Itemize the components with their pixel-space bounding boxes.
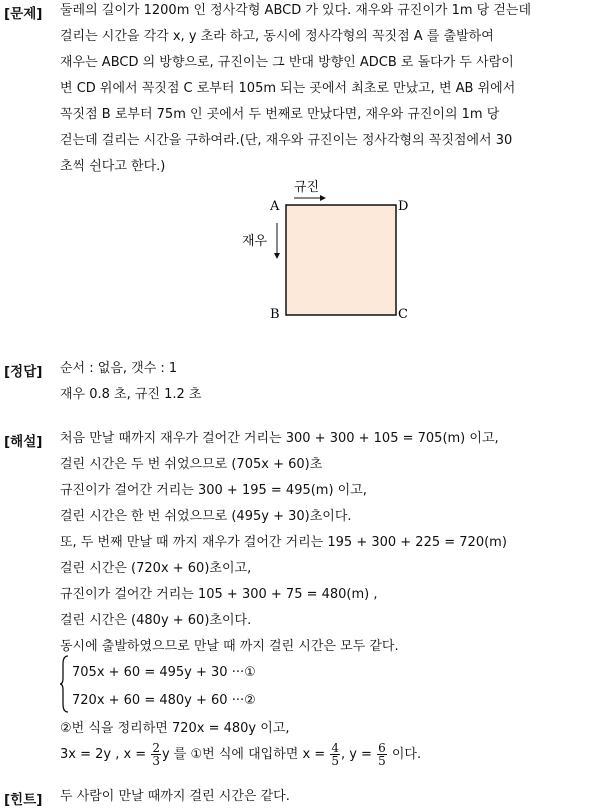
solution-line: 동시에 출발하였으므로 만날 때 까지 걸린 시간은 모두 같다. bbox=[60, 639, 399, 654]
frac-num: 2 bbox=[152, 741, 160, 755]
solution-line: 걸린 시간은 두 번 쉬었으므로 (705x + 60)초 bbox=[60, 457, 323, 472]
frac-den: 5 bbox=[331, 754, 339, 768]
arrowhead-down bbox=[274, 253, 280, 259]
frac-num: 6 bbox=[378, 741, 386, 755]
problem-line: 재우는 ABCD 의 방향으로, 규진이는 그 반대 방향인 ADCB 로 돌다가 두 사람이 bbox=[60, 55, 514, 70]
solution-line: 규진이가 걸어간 거리는 300 + 195 = 495(m) 이고, bbox=[60, 483, 367, 498]
square-figure bbox=[0, 175, 593, 325]
hint-tag: [힌트] bbox=[4, 792, 43, 808]
vertex-b: B bbox=[270, 307, 280, 322]
vertex-a: A bbox=[270, 199, 280, 214]
problem-line: 걸리는 시간을 각각 x, y 초라 하고, 동시에 정사각형의 꼭짓점 A 를 출발하여 bbox=[60, 29, 494, 44]
frac-den: 5 bbox=[378, 754, 386, 768]
solution-line: 걸린 시간은 (480y + 60)초이다. bbox=[60, 613, 252, 628]
last-text-b: y 를 ①번 식에 대입하면 x = bbox=[161, 747, 330, 762]
answer-line: 순서 : 없음, 갯수 : 1 bbox=[60, 361, 178, 376]
solution-tag: [해설] bbox=[4, 434, 43, 450]
last-text-c: , y = bbox=[340, 747, 377, 762]
figure-label-gyujin: 규진 bbox=[294, 180, 320, 195]
hint-text: 두 사람이 만날 때까지 걸린 시간은 같다. bbox=[60, 789, 290, 804]
problem-tag: [문제] bbox=[4, 6, 43, 22]
problem-line: 꼭짓점 B 로부터 75m 인 곳에서 두 번째로 만났다면, 재우와 규진이의 1m 당 bbox=[60, 107, 500, 122]
square-abcd bbox=[286, 205, 396, 315]
system-brace bbox=[60, 654, 70, 714]
frac-den: 3 bbox=[152, 754, 160, 768]
problem-line: 변 CD 위에서 꼭짓점 C 로부터 105m 되는 곳에서 최초로 만났고, 변 AB 위에서 bbox=[60, 81, 516, 96]
fraction-6-5 bbox=[377, 742, 387, 767]
problem-line: 걷는데 걸리는 시간을 구하여라.(단, 재우와 규진이는 정사각형의 꼭짓점에서 30 bbox=[60, 133, 513, 148]
solution-line: 처음 만날 때까지 재우가 걸어간 거리는 300 + 300 + 105 = 705(m) 이고, bbox=[60, 431, 499, 446]
vertex-c: C bbox=[398, 307, 408, 322]
answer-line: 재우 0.8 초, 규진 1.2 초 bbox=[60, 387, 202, 402]
problem-line: 초씩 쉰다고 한다.) bbox=[60, 159, 166, 174]
frac-num: 4 bbox=[331, 741, 339, 755]
problem-line: 둘레의 길이가 1200m 인 정사각형 ABCD 가 있다. 재우와 규진이가 1m 당 걷는데 bbox=[60, 3, 532, 18]
last-text-d: 이다. bbox=[387, 747, 422, 762]
solution-last-line bbox=[60, 740, 421, 770]
solution-line: ②번 식을 정리하면 720x = 480y 이고, bbox=[60, 721, 290, 736]
solution-line: 걸린 시간은 (720x + 60)초이고, bbox=[60, 561, 252, 576]
answer-tag: [정답] bbox=[4, 364, 43, 380]
solution-line: 규진이가 걸어간 거리는 105 + 300 + 75 = 480(m) , bbox=[60, 587, 378, 602]
solution-line: 또, 두 번째 만날 때 까지 재우가 걸어간 거리는 195 + 300 + 225 = 720(m) bbox=[60, 535, 507, 550]
figure-label-jaewoo: 재우 bbox=[242, 234, 268, 249]
arrowhead-right bbox=[320, 195, 326, 201]
equation-1: 705x + 60 = 495y + 30 ···① bbox=[72, 665, 256, 680]
vertex-d: D bbox=[398, 199, 409, 214]
solution-line: 걸린 시간은 한 번 쉬었으므로 (495y + 30)초이다. bbox=[60, 509, 352, 524]
equation-2: 720x + 60 = 480y + 60 ···② bbox=[72, 693, 256, 708]
fraction-2-3 bbox=[151, 742, 161, 767]
last-text-a: 3x = 2y , x = bbox=[60, 747, 151, 762]
fraction-4-5 bbox=[330, 742, 340, 767]
